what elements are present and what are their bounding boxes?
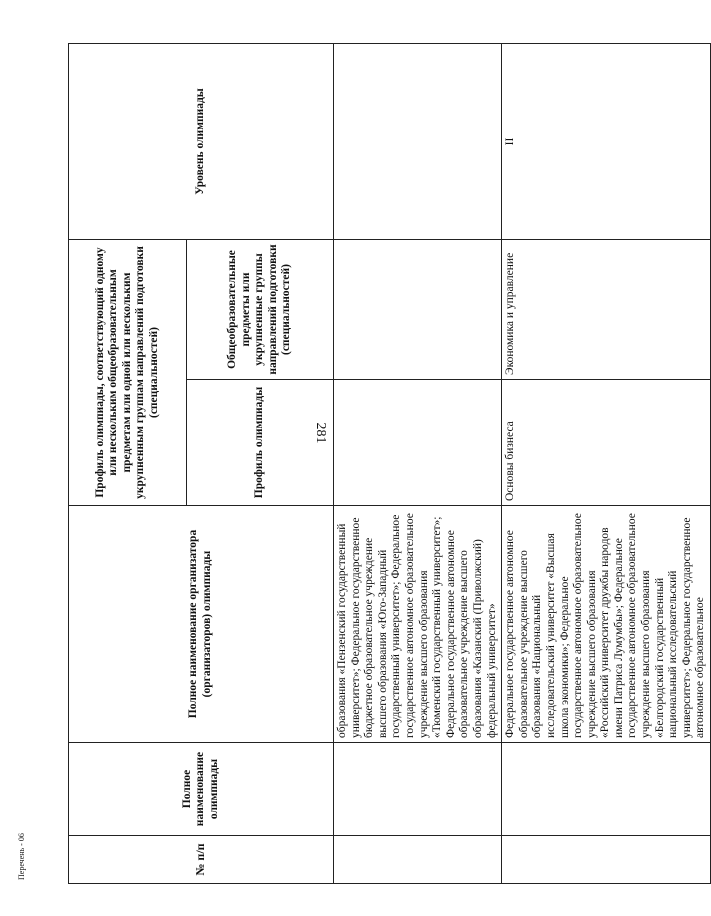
footer-text: Перечень - 06 <box>17 833 26 880</box>
cell-subjects: Экономика и управление <box>502 240 711 380</box>
header-full-name: Полное наименование олимпиады <box>69 743 334 836</box>
cell-level: II <box>502 44 711 240</box>
page-number: 281 <box>313 422 328 444</box>
header-organizer: Полное наименование организатора (организаторов) олимпиады <box>69 506 334 743</box>
table-row <box>502 44 711 884</box>
header-level: Уровень олимпиады <box>69 44 334 240</box>
cell-full-name <box>334 743 502 836</box>
olympiad-table <box>68 43 711 884</box>
cell-level <box>334 44 502 240</box>
cell-full-name <box>502 743 711 836</box>
header-profile-group: Профиль олимпиады, соответствующий одному или нескольким общеобразовательным предметам или одной или нескольким укрупненным группам направлений подготовки (специальностей) <box>69 240 187 506</box>
header-num: № п/п <box>69 836 334 884</box>
rotated-table-wrapper <box>68 44 707 884</box>
cell-profile: Основы бизнеса <box>502 380 711 506</box>
cell-organizer: Федеральное государственное автономное образовательное учреждение высшего образования «Национальный исследовательский университет «Высшая школа экономики»; Федеральное государственное автономное образовательное учреждение высшего образования «Российский университет дружбы народов имени Патриса Лумумбы»; Федеральное государственное автономное образовательное учреждение высшего образования «Белгородский государственный национальный исследовательский университет»; Федеральное государственное автономное образовательное <box>502 506 711 743</box>
cell-organizer: образования «Пензенский государственный университет»; Федеральное государственное бюджетное образовательное учреждение высшего образования «Юго-Западный государственный университет»; Федеральное государственное автономное образовательное учреждение высшего образования «Тюменский государственный университет»; Федеральное государственное автономное образовательное учреждение высшего образования «Казанский (Приволжский) федеральный университет» <box>334 506 502 743</box>
table-row <box>334 44 502 884</box>
header-subjects: Общеобразовательные предметы или укрупненные группы направлений подготовки (специальностей) <box>187 240 334 380</box>
cell-num <box>334 836 502 884</box>
cell-profile <box>334 380 502 506</box>
header-profile: Профиль олимпиады <box>187 380 334 506</box>
rotated-table-frame <box>68 44 707 884</box>
cell-num <box>502 836 711 884</box>
header-row-top <box>69 44 187 884</box>
cell-subjects <box>334 240 502 380</box>
